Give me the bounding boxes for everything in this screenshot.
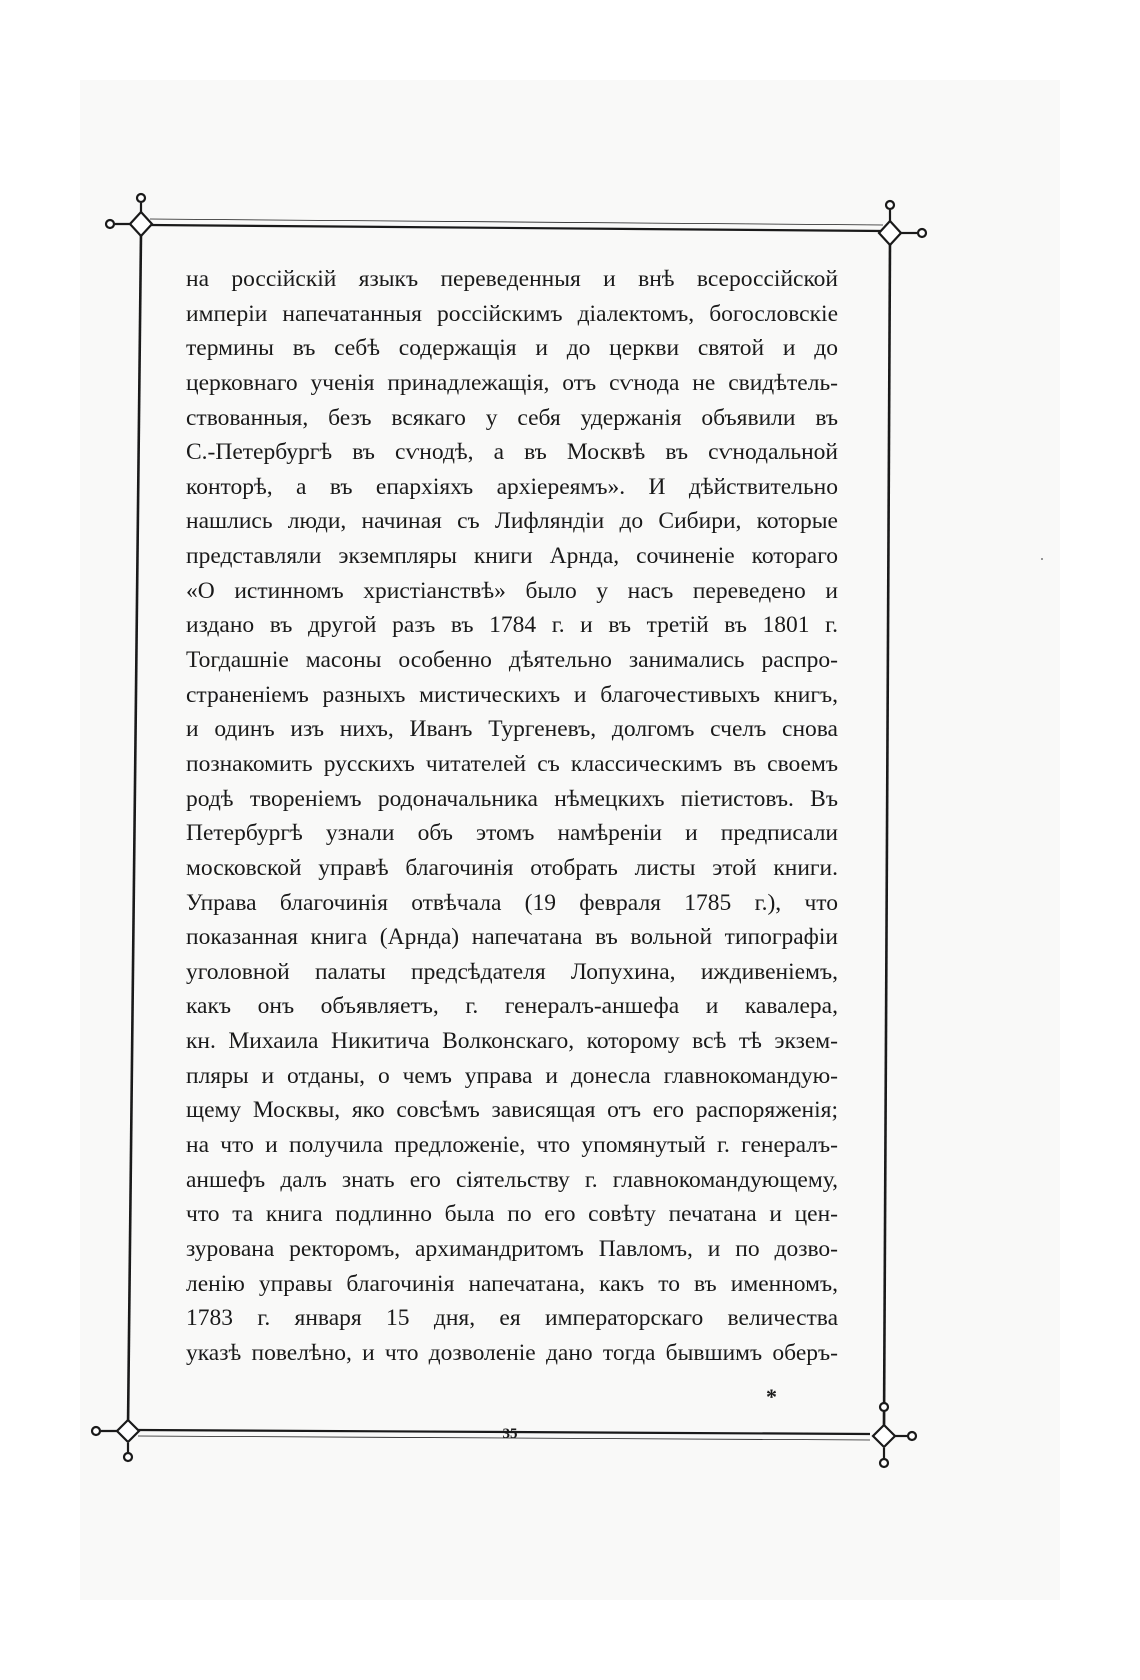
- text-line: Управа благочинія отвѣчала (19 февраля 1785 г.), что: [186, 889, 838, 916]
- text-line: московской управѣ благочинія отобрать листы этой книги.: [186, 854, 838, 881]
- text-line: родѣ твореніемъ родоначальника нѣмецкихъ піетистовъ. Въ: [186, 785, 838, 812]
- text-line: Петербургѣ узнали объ этомъ намѣреніи и предписали: [186, 820, 838, 847]
- text-line: зурована ректоромъ, архимандритомъ Павломъ, и по дозво-: [186, 1235, 838, 1262]
- text-line: и одинъ изъ нихъ, Иванъ Тургеневъ, долгомъ счелъ снова: [186, 716, 838, 743]
- text-line: имперіи напечатанныя россійскимъ діалектомъ, богословскіе: [186, 300, 838, 327]
- frame-left-rule: [128, 233, 141, 1427]
- text-line: познакомить русскихъ читателей съ классическимъ въ своемъ: [186, 750, 838, 777]
- text-line: ствованныя, безъ всякаго у себя удержанія объявили въ: [186, 404, 838, 431]
- text-line: издано въ другой разъ въ 1784 г. и въ третій въ 1801 г.: [186, 612, 838, 639]
- text-line: «О истинномъ христіанствѣ» было у насъ переведено и: [186, 577, 838, 604]
- text-line: уголовной палаты предсѣдателя Лопухина, иждивеніемъ,: [186, 958, 838, 985]
- body-text: [186, 262, 838, 1371]
- text-line: ленію управы благочинія напечатана, какъ то въ именномъ,: [186, 1270, 838, 1297]
- text-line: щему Москвы, яко совсѣмъ зависящая отъ его распоряженія;: [186, 1097, 838, 1124]
- text-line: церковнаго ученія принадлежащія, отъ сѵнода не свидѣтель-: [186, 369, 838, 396]
- text-line: кн. Михаила Никитича Волконскаго, которому всѣ тѣ экзем-: [186, 1028, 838, 1055]
- page-number: 35: [502, 1426, 518, 1442]
- corner-ornament-bottom-right: [873, 1403, 916, 1467]
- text-line: на что и получила предложеніе, что упомянутый г. генералъ-: [186, 1132, 838, 1159]
- corner-ornament-top-right: [879, 201, 926, 245]
- text-line: термины въ себѣ содержащія и до церкви святой и до: [186, 335, 838, 362]
- text-line: страненіемъ разныхъ мистическихъ и благочестивыхъ книгъ,: [186, 681, 838, 708]
- frame-right-rule: [884, 240, 890, 1428]
- text-line: на россійскій языкъ переведенныя и внѣ всероссійской: [186, 266, 838, 292]
- text-line: показанная книга (Арнда) напечатана въ вольной типографіи: [186, 924, 838, 951]
- footnote-mark: *: [766, 1384, 777, 1409]
- frame-top-rule: [150, 225, 883, 231]
- scan-speck: [1041, 558, 1043, 560]
- text-line: конторѣ, а въ епархіяхъ архіереямъ». И дѣйствительно: [186, 473, 838, 500]
- text-line: аншефъ далъ знать его сіятельству г. главнокомандующему,: [186, 1166, 838, 1193]
- text-line: 1783 г. января 15 дня, ея императорскаго величества: [186, 1305, 838, 1332]
- text-line: указѣ повелѣно, и что дозволеніе дано тогда бывшимъ оберъ-: [186, 1339, 838, 1366]
- text-line: что та книга подлинно была по его совѣту печатана и цен-: [186, 1201, 838, 1228]
- frame-top-rule-thin: [150, 219, 883, 225]
- text-line: пляры и отданы, о чемъ управа и донесла главнокомандую-: [186, 1062, 838, 1089]
- text-line: нашлись люди, начиная съ Лифляндіи до Сибири, которые: [186, 508, 838, 535]
- text-line: представляли экземпляры книги Арнда, сочиненіе котораго: [186, 543, 838, 570]
- corner-ornament-top-left: [106, 194, 152, 236]
- text-line: Тогдашніе масоны особенно дѣятельно занимались распро-: [186, 647, 838, 674]
- corner-ornament-bottom-left: [92, 1420, 139, 1461]
- text-line: С.-Петербургѣ въ сѵнодѣ, а въ Москвѣ въ сѵнодальной: [186, 439, 838, 466]
- text-line: какъ онъ объявляетъ, г. генералъ-аншефа и кавалера,: [186, 993, 838, 1020]
